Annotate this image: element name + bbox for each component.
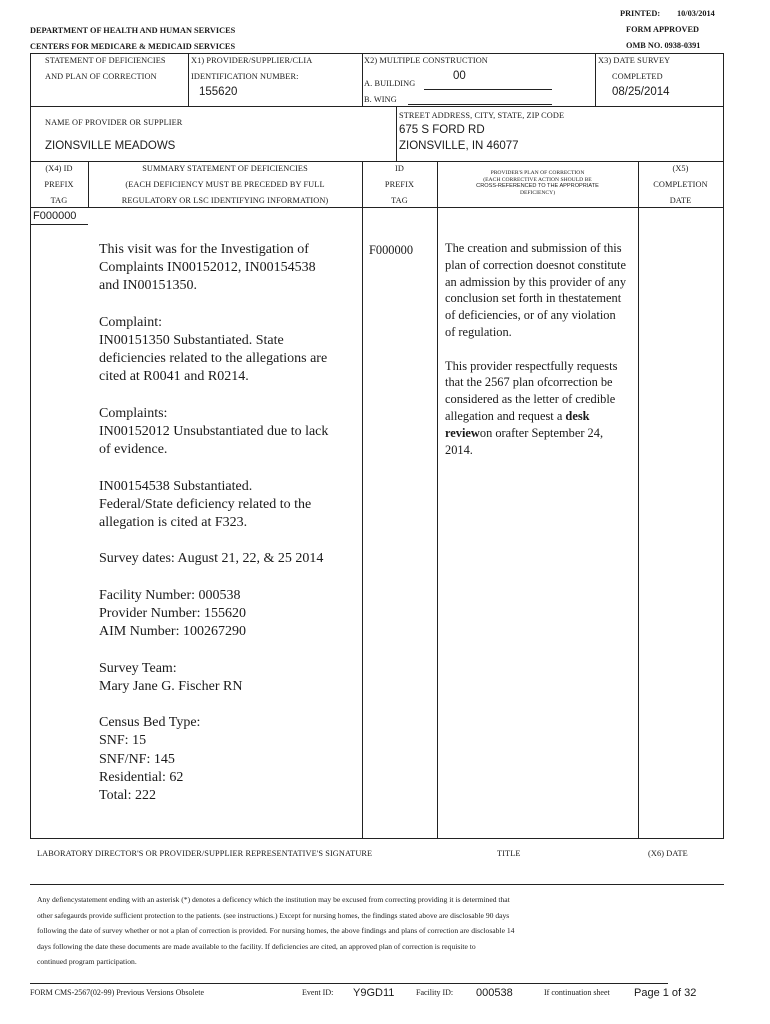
col-id-line3: TAG	[391, 196, 408, 205]
col-x4-line2: PREFIX	[44, 180, 74, 189]
id-prefix-tag: F000000	[369, 243, 414, 257]
building-underline	[424, 89, 552, 90]
disclaimer	[37, 892, 717, 970]
poc-paragraph-2	[445, 358, 629, 459]
disclaimer-line4: days following the date these documents are made available to the facility. If deficiencies are cited, an approved plan of correction is requisite to	[37, 941, 476, 951]
col-x5-line1: (X5)	[672, 164, 689, 173]
box4-label-line1: X3) DATE SURVEY	[598, 56, 671, 65]
date-label: (X6) DATE	[648, 849, 688, 858]
address-line2: ZIONSVILLE, IN 46077	[399, 140, 519, 152]
box3-label: X2) MULTIPLE CONSTRUCTION	[364, 56, 488, 65]
disclaimer-line2: other safegaurds provide sufficient protection to the patients. (see instructions.) Except for nursing homes, the findings stated above are disclosable 90 days	[37, 910, 510, 920]
provider-divider	[396, 106, 397, 161]
provider-name-value: ZIONSVILLE MEADOWS	[45, 140, 176, 152]
col-id-divider	[437, 161, 438, 839]
box2-label-line1: X1) PROVIDER/SUPPLIER/CLIA	[191, 56, 313, 65]
col-poc-line1: PROVIDER'S PLAN OF CORRECTION	[490, 170, 585, 176]
printed-label: PRINTED:	[620, 9, 661, 18]
form-number: FORM CMS-2567(02-99) Previous Versions Obsolete	[30, 988, 205, 997]
building-value: 00	[453, 70, 466, 82]
left-tag-underline	[30, 224, 88, 225]
top-border	[30, 53, 724, 54]
box1-label-line2: AND PLAN OF CORRECTION	[45, 72, 157, 81]
col-x4-line1: (X4) ID	[45, 164, 73, 173]
omb-number: OMB NO. 0938-0391	[626, 41, 701, 50]
box2-label-line2: IDENTIFICATION NUMBER:	[191, 72, 299, 81]
provider-id-value: 155620	[199, 86, 238, 98]
row2-bottom	[30, 161, 724, 162]
address-line1: 675 S FORD RD	[399, 124, 485, 136]
signature-bottom-line	[30, 884, 724, 885]
page-number: Page 1 of 32	[634, 987, 697, 999]
printed-date: 10/03/2014	[677, 9, 715, 18]
event-id-value: Y9GD11	[353, 987, 395, 999]
col-poc-line3: CROSS-REFERENCED TO THE APPROPRIATE	[476, 183, 599, 190]
survey-date-value: 08/25/2014	[612, 86, 670, 98]
poc-paragraph-2-start: This provider respectfully requests that the 2567 plan ofcorrection be considered as the letter of credible allegation and request a	[445, 358, 618, 423]
disclaimer-line5: continued program participation.	[37, 957, 137, 967]
wing-label: B. WING	[364, 95, 397, 104]
event-id-label: Event ID:	[302, 988, 334, 997]
box4-label-line2: COMPLETED	[612, 72, 663, 81]
col-summary-line3: REGULATORY OR LSC IDENTIFYING INFORMATION)	[121, 196, 329, 205]
box2-divider	[362, 53, 363, 106]
left-tag: F000000	[33, 210, 77, 222]
col-summary-divider	[362, 161, 363, 839]
continuation-label: If continuation sheet	[544, 988, 610, 997]
col-id-line2: PREFIX	[384, 180, 415, 189]
main-bottom	[30, 838, 724, 839]
poc-paragraph-2-end: on orafter September 24, 2014.	[445, 425, 604, 457]
col-x4-line3: TAG	[50, 196, 68, 205]
column-header-bottom	[30, 207, 724, 208]
summary-statement: This visit was for the Investigation of Complaints IN00152012, IN00154538 and IN00151350. Complaint: IN00151350 Substantiated. State deficiencies related to the allegations are cited at R0041 and R0214. Complaints: IN00152012 Unsubstantiated due to lack of evidence. IN00154538 Substantiated. Federal/State deficiency related to the allegation is cited at F323. Survey dates: August 21, 22, & 25 2014 Facility Number: 000538 Provider Number: 155620 AIM Number: 100267290 Survey Team: Mary Jane G. Fischer RN Census Bed Type: SNF: 15 SNF/NF: 145 Residential: 62 Total: 222	[99, 242, 329, 804]
row1-bottom	[30, 106, 724, 107]
form-approved-label: FORM APPROVED	[626, 25, 700, 34]
col-id-line1: ID	[395, 164, 404, 173]
col-poc-line2: (EACH CORRECTIVE ACTION SHOULD BE	[483, 176, 592, 183]
wing-underline	[408, 104, 552, 105]
col-x5-line2: COMPLETION	[653, 180, 708, 189]
provider-name-label: NAME OF PROVIDER OR SUPPLIER	[45, 118, 183, 127]
facility-id-label: Facility ID:	[416, 988, 454, 997]
box3-divider	[595, 53, 596, 106]
disclaimer-line3: following the date of survey whether or not a plan of correction is provided. For nursing homes, the above findings and plans of correction are disclosable 14	[37, 926, 515, 936]
disclaimer-line1: Any defiencystatement ending with an asterisk (*) denotes a deficency which the institution may be excused from correcting providing it is determined that	[37, 895, 510, 904]
col-x5-line3: DATE	[669, 196, 692, 205]
poc-paragraph-1: The creation and submission of this plan of correction doesnot constitute an admission by this provider of any conclusion set forth in thestatement of deficiencies, or of any violation of regulation.	[445, 241, 627, 339]
box1-label-line1: STATEMENT OF DEFICIENCIES	[45, 56, 166, 65]
col-summary-line1: SUMMARY STATEMENT OF DEFICIENCIES	[142, 164, 308, 173]
centers-title: CENTERS FOR MEDICARE & MEDICAID SERVICES	[30, 42, 236, 51]
building-label: A. BUILDING	[364, 79, 416, 88]
title-label: TITLE	[497, 849, 521, 858]
box1-divider	[188, 53, 189, 106]
poc-desk-review: desk review	[445, 408, 590, 440]
col-poc-header	[437, 170, 638, 196]
right-border	[723, 53, 724, 839]
department-title: DEPARTMENT OF HEALTH AND HUMAN SERVICES	[30, 26, 236, 35]
col-summary-line2: (EACH DEFICIENCY MUST BE PRECEDED BY FULL	[125, 180, 325, 189]
col-poc-divider	[638, 161, 639, 839]
signature-label: LABORATORY DIRECTOR'S OR PROVIDER/SUPPLIER REPRESENTATIVE'S SIGNATURE	[37, 849, 373, 858]
facility-id-value: 000538	[476, 987, 513, 999]
col-poc-line4: DEFICIENCY)	[519, 189, 556, 196]
footer-top-line	[30, 983, 668, 984]
plan-of-correction	[445, 240, 629, 458]
address-label: STREET ADDRESS, CITY, STATE, ZIP CODE	[399, 111, 565, 120]
